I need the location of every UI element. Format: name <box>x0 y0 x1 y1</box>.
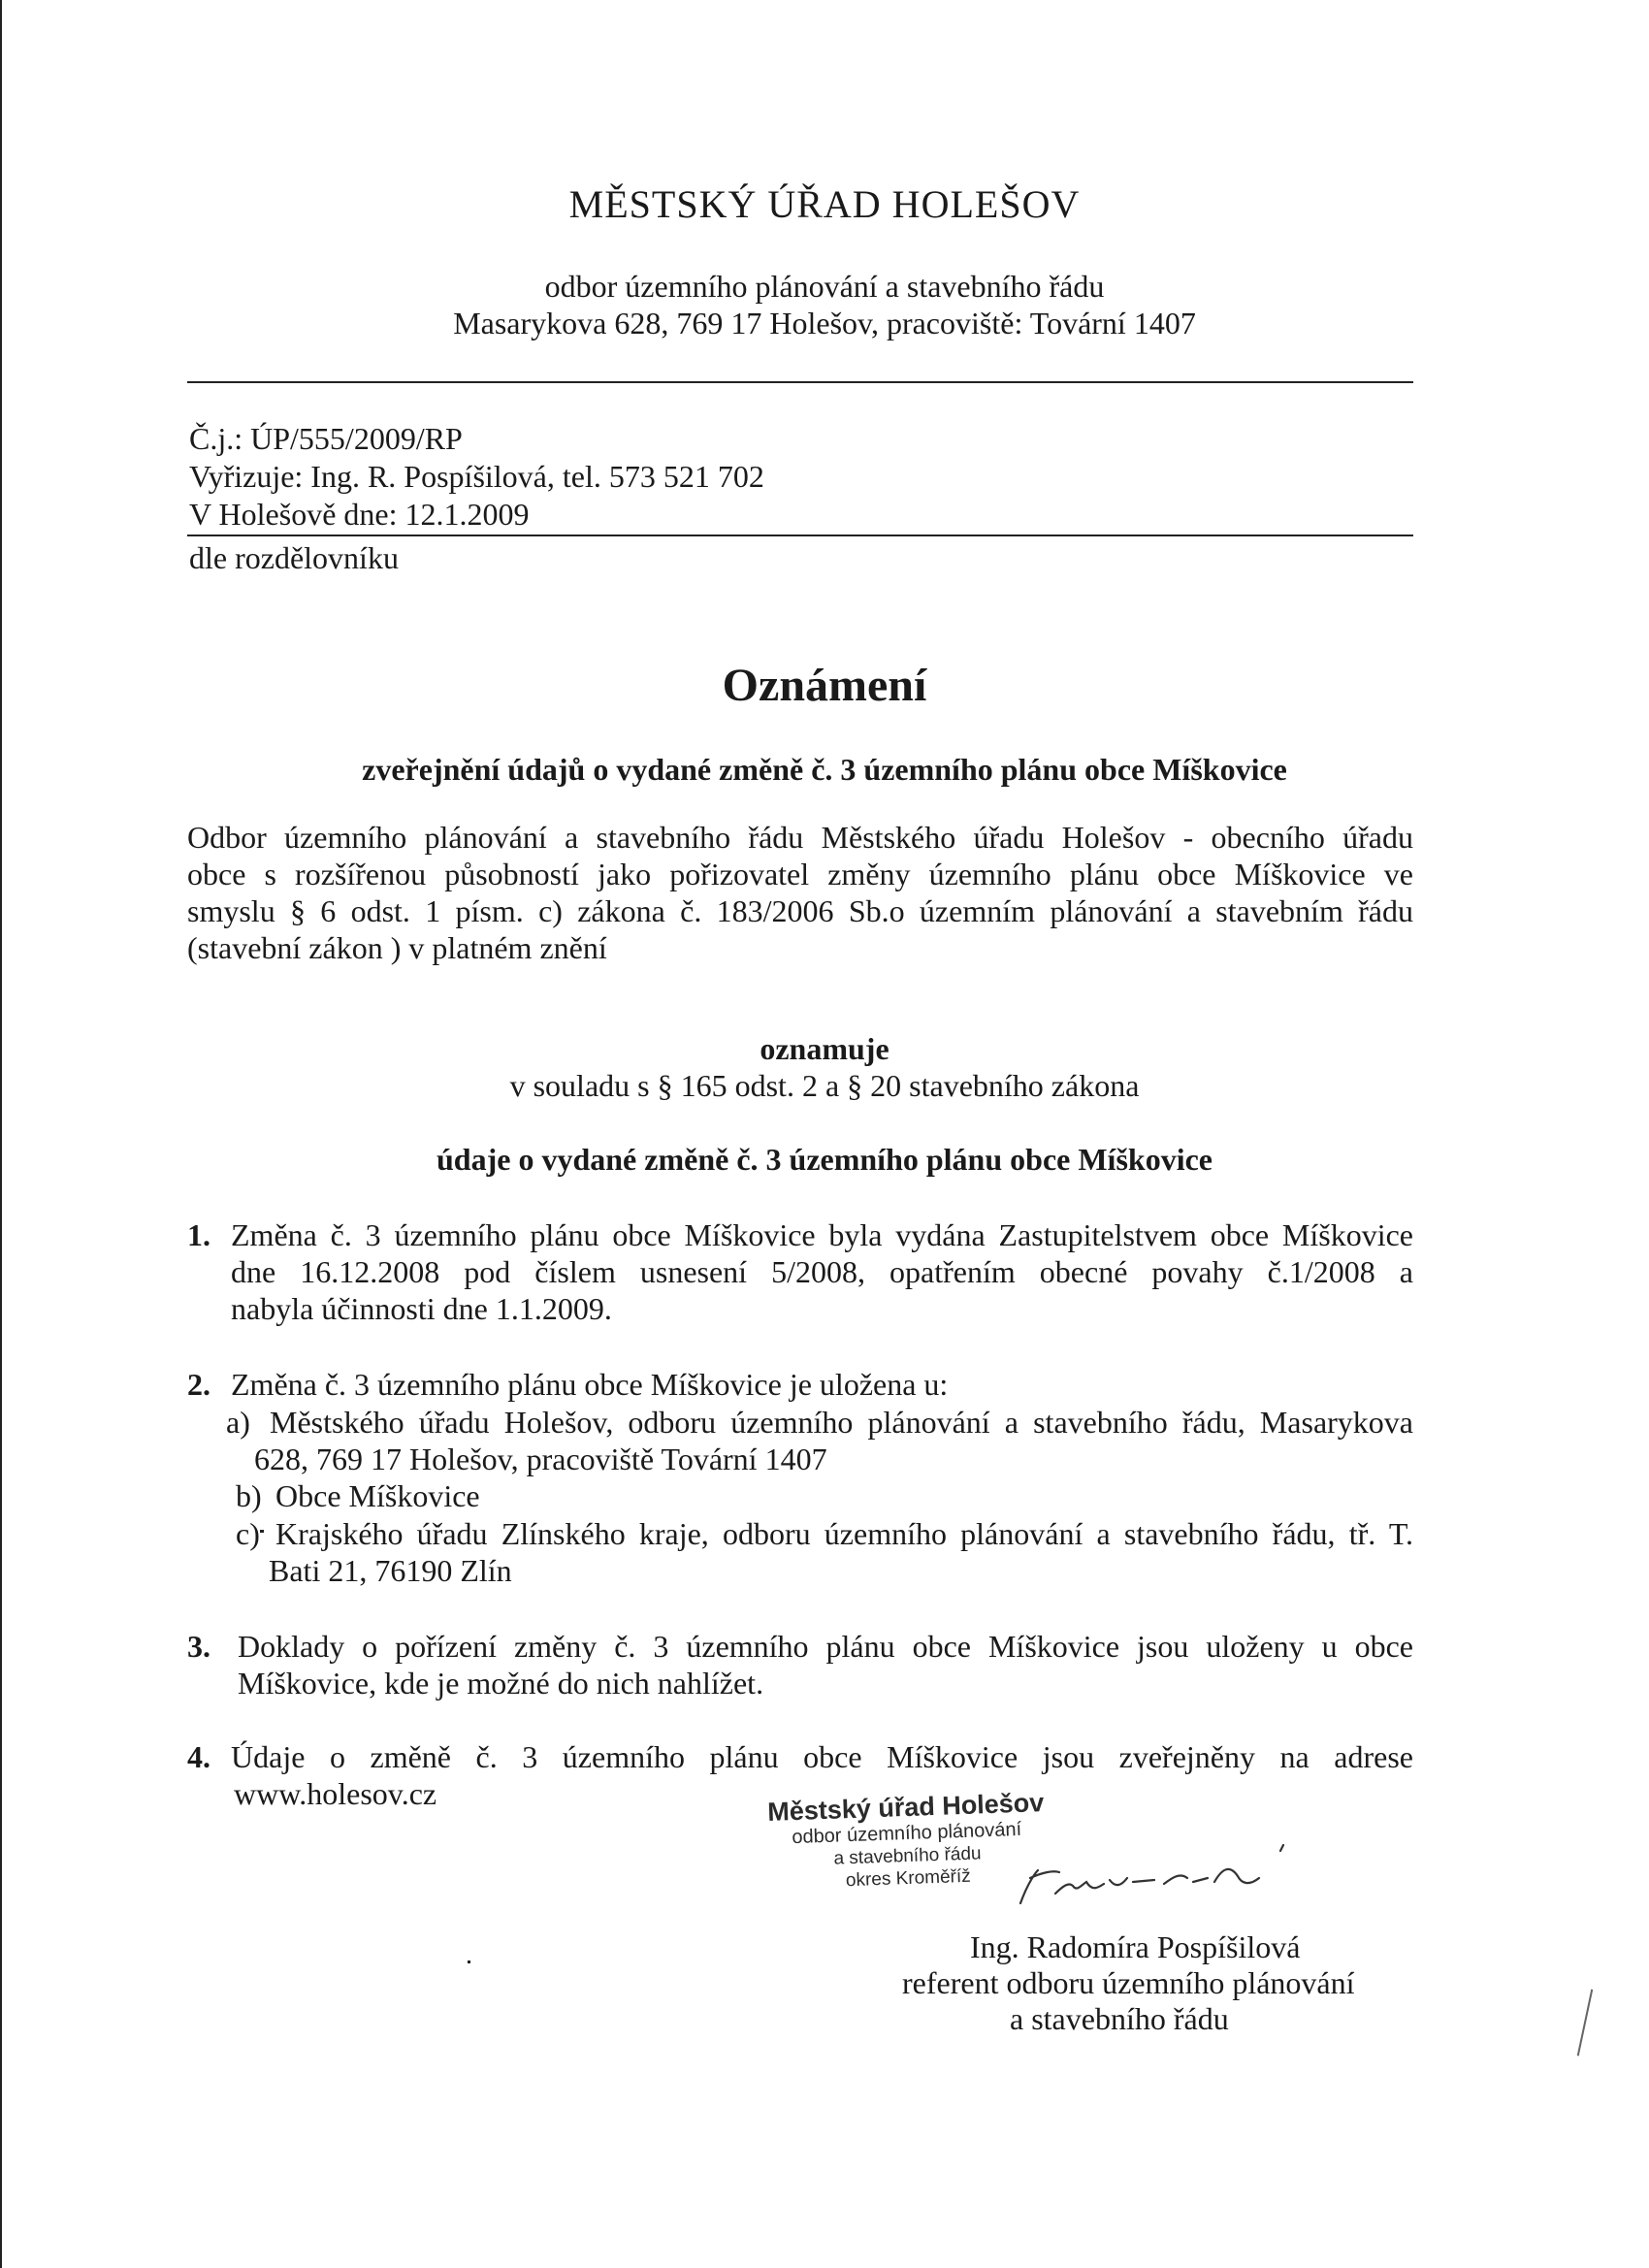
item-line: Doklady o pořízení změny č. 3 územního plánu obce Míškovice jsou uloženy u obce <box>238 1629 1413 1664</box>
item-text <box>238 1628 1413 1701</box>
scan-speck <box>260 1530 264 1533</box>
handler-info: Vyřizuje: Ing. R. Pospíšilová, tel. 573 521 702 <box>189 459 764 494</box>
item-number: 4. <box>187 1739 210 1774</box>
item-number: 1. <box>187 1217 210 1252</box>
sub-item-line: Městského úřadu Holešov, odboru územního plánování a stavebního řádu, Masarykova <box>270 1405 1413 1440</box>
announce-heading: údaje o vydané změně č. 3 územního plánu obce Míškovice <box>436 1142 1212 1177</box>
stamp-line: a stavebního řádu <box>833 1843 982 1869</box>
signatory-name: Ing. Radomíra Pospíšilová <box>970 1929 1301 1964</box>
announce-basis: v souladu s § 165 odst. 2 a § 20 stavebního zákona <box>509 1068 1140 1103</box>
item-line: Míškovice, kde je možné do nich nahlížet. <box>238 1666 764 1701</box>
intro-line: smyslu § 6 odst. 1 písm. c) zákona č. 183/2006 Sb.o územním plánování a stavebním řádu <box>187 893 1413 928</box>
handwritten-signature <box>1009 1843 1290 1921</box>
issue-date: V Holešově dne: 12.1.2009 <box>189 497 530 532</box>
document-title: Oznámení <box>722 660 927 711</box>
intro-line: Odbor územního plánování a stavebního řádu Městského úřadu Holešov - obecního úřadu <box>187 820 1413 855</box>
item-text <box>231 1738 1413 1775</box>
website-link[interactable]: www.holesov.cz <box>234 1776 437 1811</box>
item-line: dne 16.12.2008 pod číslem usnesení 5/2008, opatřením obecné povahy č.1/2008 a <box>231 1254 1413 1289</box>
stamp-line: okres Kroměříž <box>845 1865 972 1892</box>
reference-number: Č.j.: ÚP/555/2009/RP <box>189 421 463 456</box>
meta-rule <box>187 535 1413 536</box>
office-address: Masarykova 628, 769 17 Holešov, pracoviště: Tovární 1407 <box>453 306 1196 340</box>
sub-item-text <box>275 1515 1413 1552</box>
intro-line: (stavební zákon ) v platném znění <box>187 930 607 965</box>
sub-item-mark: c) <box>236 1516 260 1551</box>
sub-item-mark: a) <box>226 1405 250 1440</box>
item-line: Změna č. 3 územního plánu obce Míškovice byla vydána Zastupitelstvem obce Míškovice <box>231 1217 1413 1252</box>
document-subtitle: zveřejnění údajů o vydané změně č. 3 územního plánu obce Míškovice <box>362 752 1287 787</box>
scan-edge-mark <box>1577 1990 1594 2057</box>
item-number: 3. <box>187 1629 210 1664</box>
item-line: Změna č. 3 územního plánu obce Míškovice je uložena u: <box>231 1367 949 1402</box>
stamp-line: odbor územního plánování <box>791 1818 1022 1849</box>
sub-item-mark: b) <box>236 1478 262 1513</box>
sub-item-text <box>270 1404 1413 1441</box>
sub-item-line: 628, 769 17 Holešov, pracoviště Tovární 1407 <box>254 1442 827 1476</box>
recipient: dle rozdělovníku <box>189 540 399 575</box>
signatory-role: referent odboru územního plánování <box>902 1965 1355 2000</box>
item-number: 2. <box>187 1367 210 1402</box>
item-text <box>231 1216 1413 1327</box>
department-name: odbor územního plánování a stavebního řádu <box>544 269 1105 304</box>
sub-item-line: Bati 21, 76190 Zlín <box>269 1553 512 1588</box>
signatory-role: a stavebního řádu <box>1010 2001 1229 2036</box>
item-line: Údaje o změně č. 3 územního plánu obce Míškovice jsou zveřejněny na adrese <box>231 1739 1413 1774</box>
sub-item-line: Obce Míškovice <box>275 1478 480 1513</box>
intro-paragraph <box>187 819 1413 966</box>
scan-speck <box>468 1960 470 1963</box>
office-title: MĚSTSKÝ ÚŘAD HOLEŠOV <box>568 182 1081 226</box>
stamp-line: Městský úřad Holešov <box>766 1788 1045 1827</box>
item-line: nabyla účinnosti dne 1.1.2009. <box>231 1291 612 1326</box>
sub-item-line: Krajského úřadu Zlínského kraje, odboru územního plánování a stavebního řádu, tř. T. <box>275 1516 1413 1551</box>
announce-verb: oznamuje <box>760 1031 889 1066</box>
header-rule <box>187 381 1413 383</box>
intro-line: obce s rozšířenou působností jako pořizovatel změny územního plánu obce Míškovice ve <box>187 857 1413 891</box>
